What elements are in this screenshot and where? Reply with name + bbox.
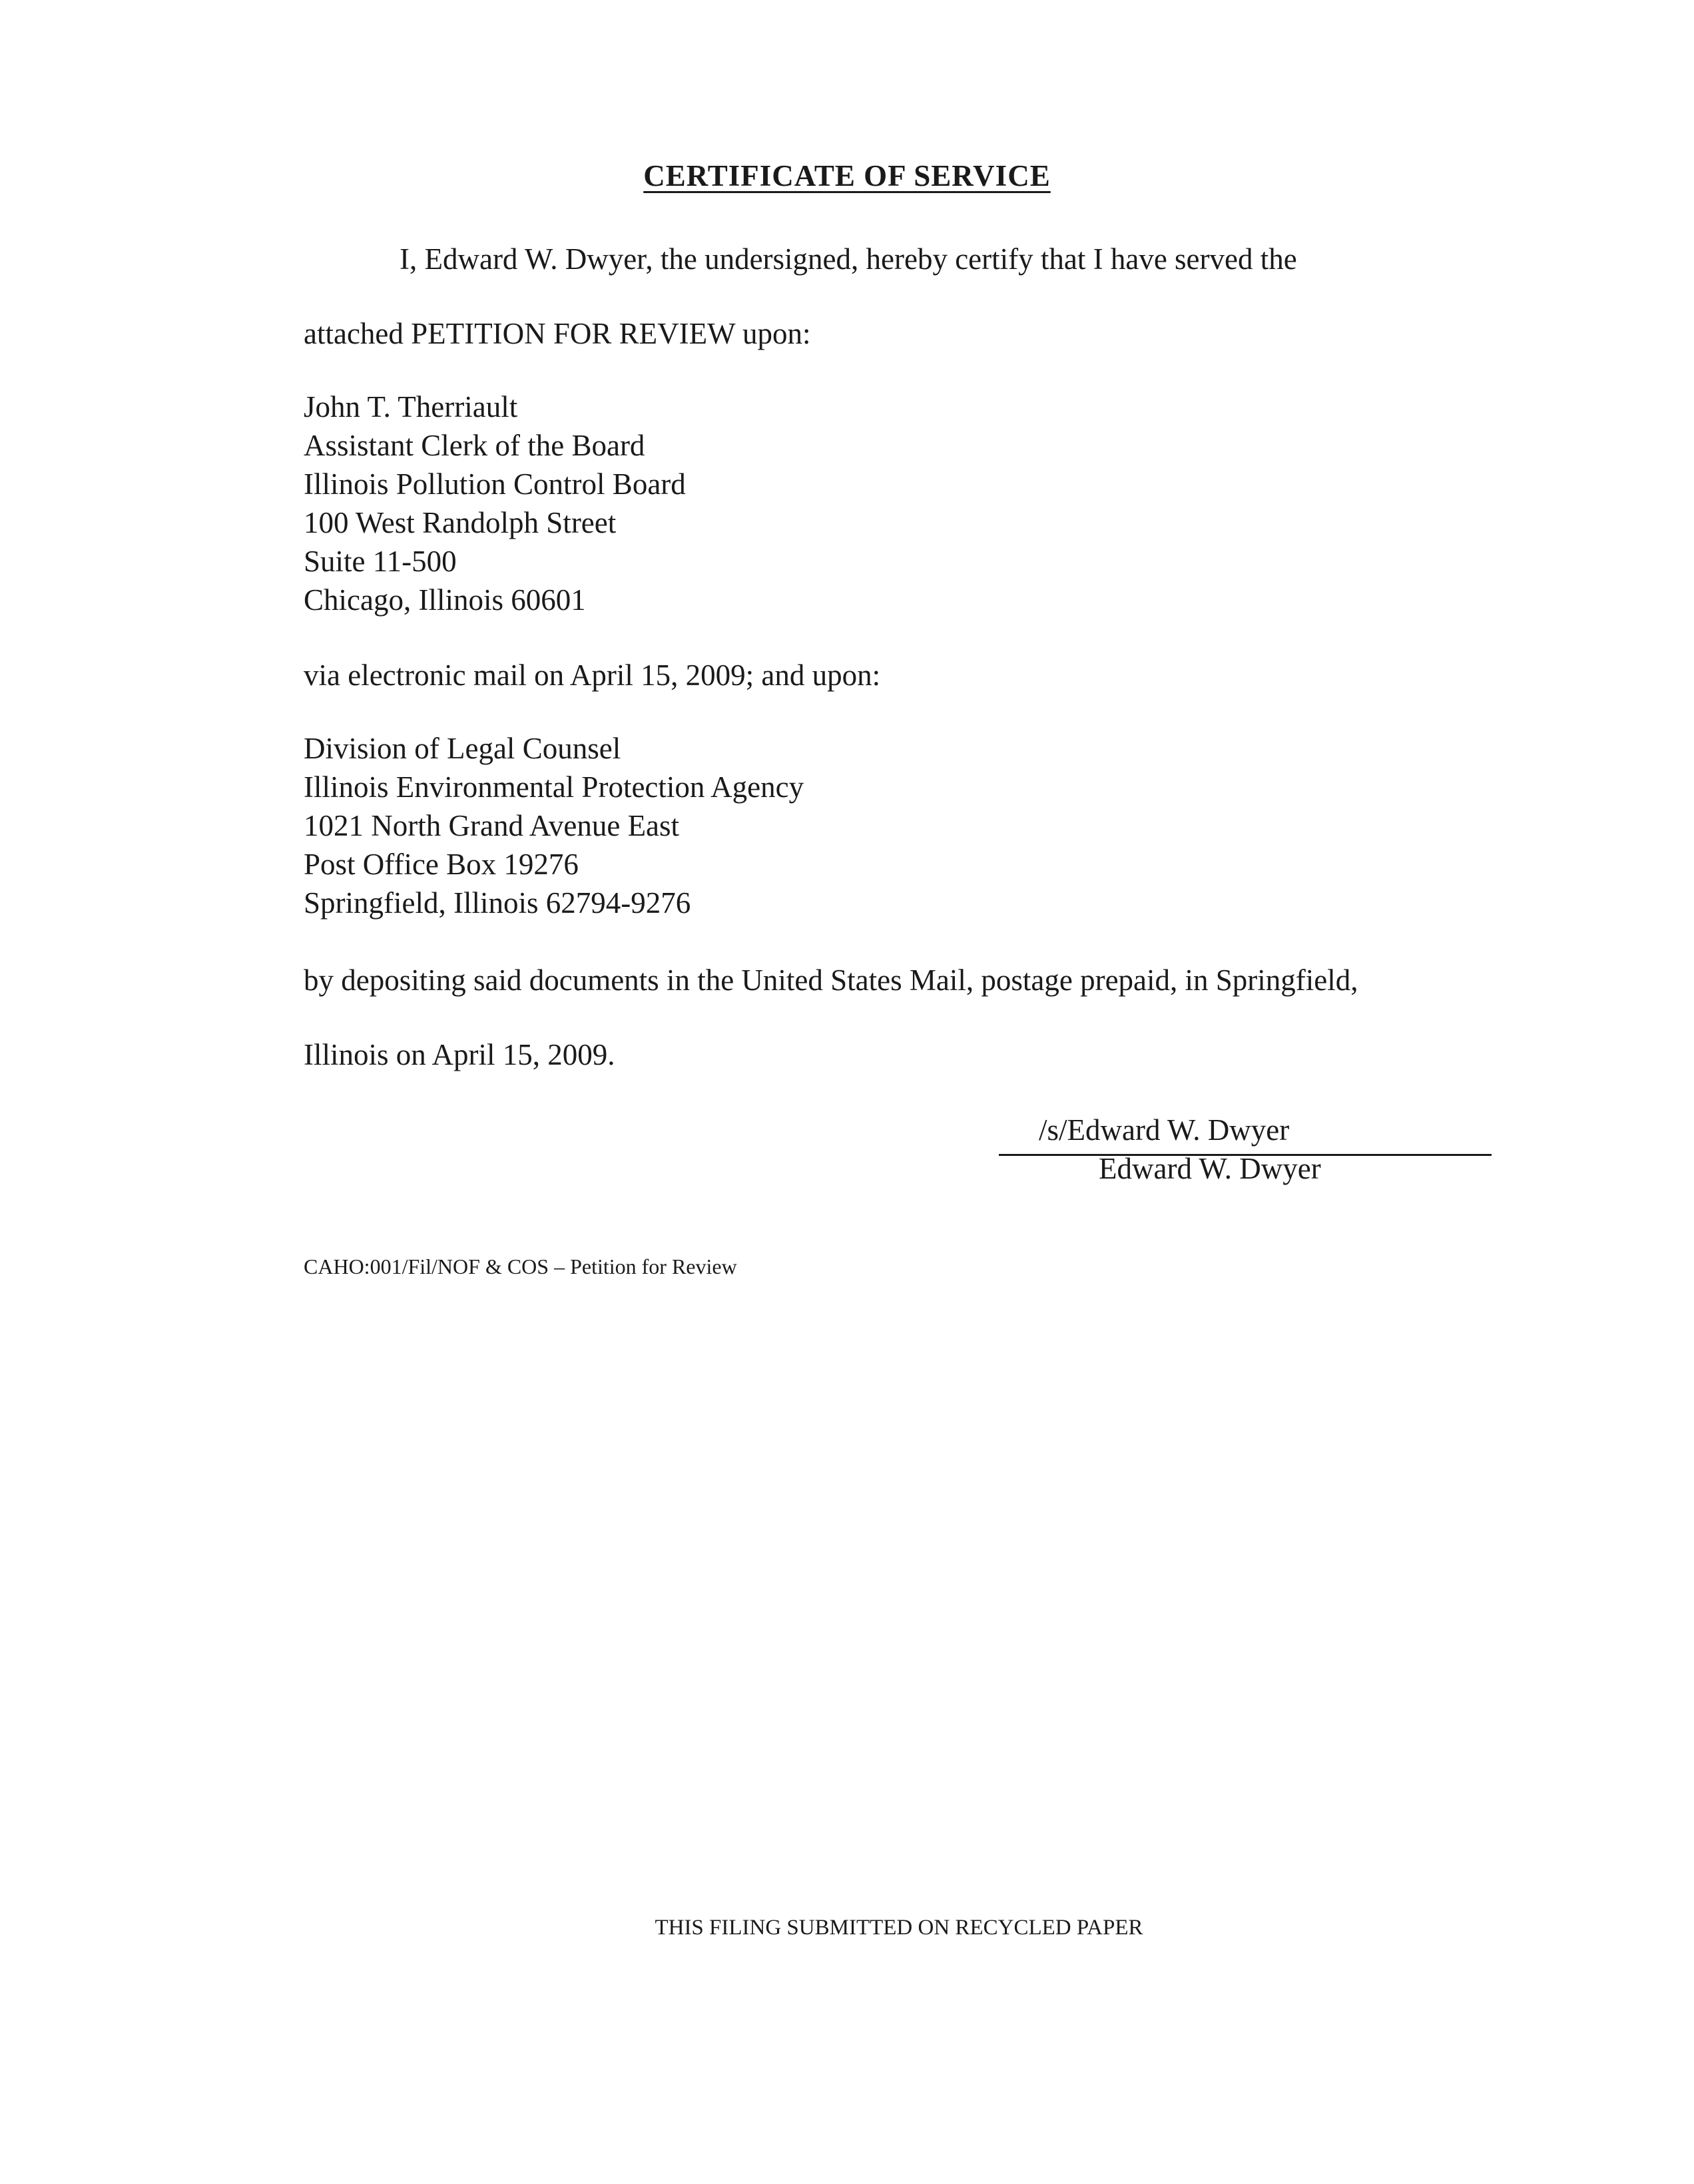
file-reference: CAHO:001/Fil/NOF & COS – Petition for Review [304, 1254, 737, 1278]
intro-line-2: attached PETITION FOR REVIEW upon: [304, 317, 811, 350]
recipient-1-line: John T. Therriault [304, 390, 518, 423]
deposit-line-2: Illinois on April 15, 2009. [304, 1038, 615, 1071]
signature-typed: /s/Edward W. Dwyer [1039, 1113, 1290, 1147]
recipient-1-line: Assistant Clerk of the Board [304, 429, 645, 462]
intro-line-1: I, Edward W. Dwyer, the undersigned, hereby certify that I have served the [400, 242, 1297, 276]
recipient-1-line: 100 West Randolph Street [304, 506, 617, 539]
recipient-1-line: Illinois Pollution Control Board [304, 467, 686, 501]
signature-name: Edward W. Dwyer [1099, 1152, 1321, 1185]
recipient-1-address [304, 388, 686, 619]
recipient-2-line: Division of Legal Counsel [304, 732, 621, 765]
recipient-1-line: Chicago, Illinois 60601 [304, 583, 586, 617]
recipient-2-line: Post Office Box 19276 [304, 848, 579, 881]
document-title [0, 158, 1694, 193]
recipient-2-line: Illinois Environmental Protection Agency [304, 770, 804, 804]
title-text: CERTIFICATE OF SERVICE [643, 159, 1051, 192]
recipient-2-address [304, 729, 804, 922]
recipient-1-line: Suite 11-500 [304, 545, 457, 578]
recipient-2-line: 1021 North Grand Avenue East [304, 809, 680, 842]
via-line: via electronic mail on April 15, 2009; and upon: [304, 659, 881, 692]
recipient-2-line: Springfield, Illinois 62794-9276 [304, 886, 691, 920]
recycled-paper-footer: THIS FILING SUBMITTED ON RECYCLED PAPER [655, 1916, 1143, 1940]
deposit-line-1: by depositing said documents in the United States Mail, postage prepaid, in Springfield, [304, 963, 1358, 997]
